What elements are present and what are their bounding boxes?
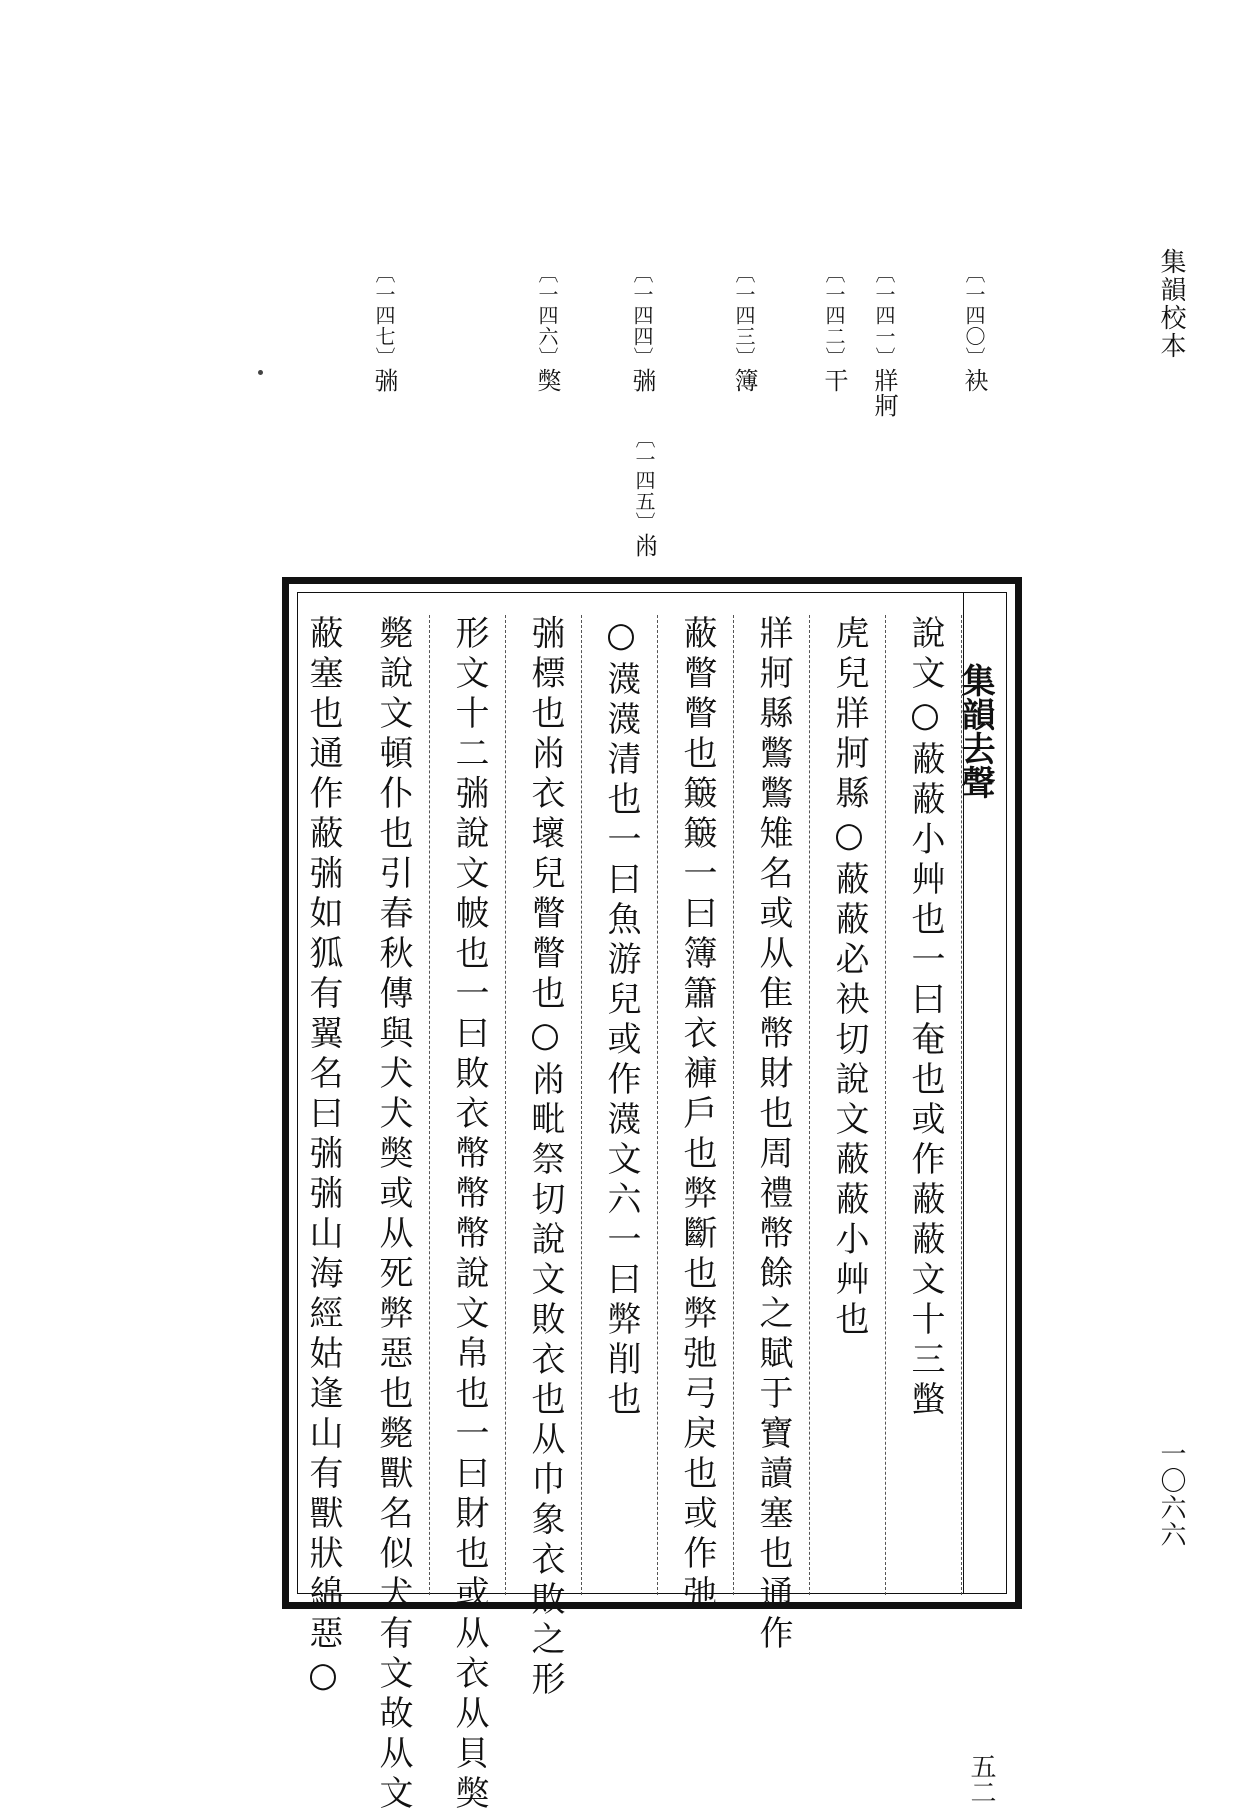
collation-note-143 bbox=[727, 263, 762, 393]
collation-note-147 bbox=[367, 263, 402, 393]
text-column-7: 形文十二㢼說文帔也一曰敗衣幣幣幣說文帛也一曰財也或从衣从貝獘 bbox=[432, 615, 506, 1595]
note-tag: 〔一四七〕 bbox=[372, 263, 396, 368]
note-text: 簿 bbox=[730, 368, 758, 393]
text-column-6: 㢼標也㡀衣壞兒瞥瞥也○㡀毗祭切說文敗衣也从巾象衣敗之形 bbox=[508, 615, 582, 1595]
note-text: 干 bbox=[820, 368, 848, 393]
note-tag: 〔一四三〕 bbox=[732, 263, 756, 368]
text-column-9: 蔽塞也通作蔽㢼如狐有翼名曰㢼㢼山海經姑逢山有獸狀綿惡○ bbox=[303, 615, 343, 1701]
note-tag: 〔一四〇〕 bbox=[962, 263, 986, 368]
woodblock-page-frame bbox=[282, 577, 1022, 1815]
note-text: 㢼 bbox=[628, 368, 656, 393]
note-text: 牂牁 bbox=[870, 368, 898, 418]
text-column-8: 斃說文頓仆也引春秋傳與犬犬獘或从死弊惡也斃獸名似犬有文故从文 bbox=[356, 615, 430, 1595]
inner-border bbox=[297, 592, 1007, 1815]
note-tag: 〔一四一〕 bbox=[872, 263, 896, 368]
page-number: 一〇六六 bbox=[1156, 1440, 1186, 1548]
collation-note-145 bbox=[627, 428, 662, 558]
note-text: 獘 bbox=[533, 368, 561, 393]
note-tag: 〔一四六〕 bbox=[535, 263, 559, 368]
margin-title: 集韻去聲 bbox=[955, 663, 995, 799]
block-margin-column bbox=[955, 593, 1006, 1805]
collation-note-142 bbox=[817, 263, 852, 393]
text-column-3: 牂牁縣鷩鷩雉名或从隹幣財也周禮幣餘之賦于寶讀塞也通作 bbox=[736, 615, 810, 1595]
running-head: 集韻校本 bbox=[1156, 248, 1186, 360]
text-column-2: 虎兒牂牁縣○蔽蔽必袂切說文蔽蔽小艸也 bbox=[812, 615, 886, 1595]
note-text: 㢼 bbox=[370, 368, 398, 393]
note-text: 袂 bbox=[960, 368, 988, 393]
text-column-4: 蔽瞥瞥也簸簸一曰簿簫衣褲戶也弊斷也弊弛弓戾也或作弛 bbox=[660, 615, 734, 1595]
note-tag: 〔一四五〕 bbox=[632, 428, 656, 533]
margin-leaf-number: 五二 bbox=[966, 1753, 996, 1805]
note-tag: 〔一四四〕 bbox=[630, 263, 654, 368]
text-column-5: ○瀎瀎清也一曰魚游兒或作瀎文六一曰弊削也 bbox=[584, 615, 658, 1595]
collation-note-144 bbox=[625, 263, 660, 393]
collation-note-146 bbox=[530, 263, 565, 393]
collation-note-140 bbox=[957, 263, 992, 393]
speck bbox=[258, 370, 263, 375]
text-column-1: 說文○蔽蔽小艸也一曰奄也或作蔽蔽文十三蟞 bbox=[888, 615, 962, 1595]
note-text: 㡀 bbox=[630, 533, 658, 558]
collation-note-141 bbox=[867, 263, 902, 418]
note-tag: 〔一四二〕 bbox=[822, 263, 846, 368]
